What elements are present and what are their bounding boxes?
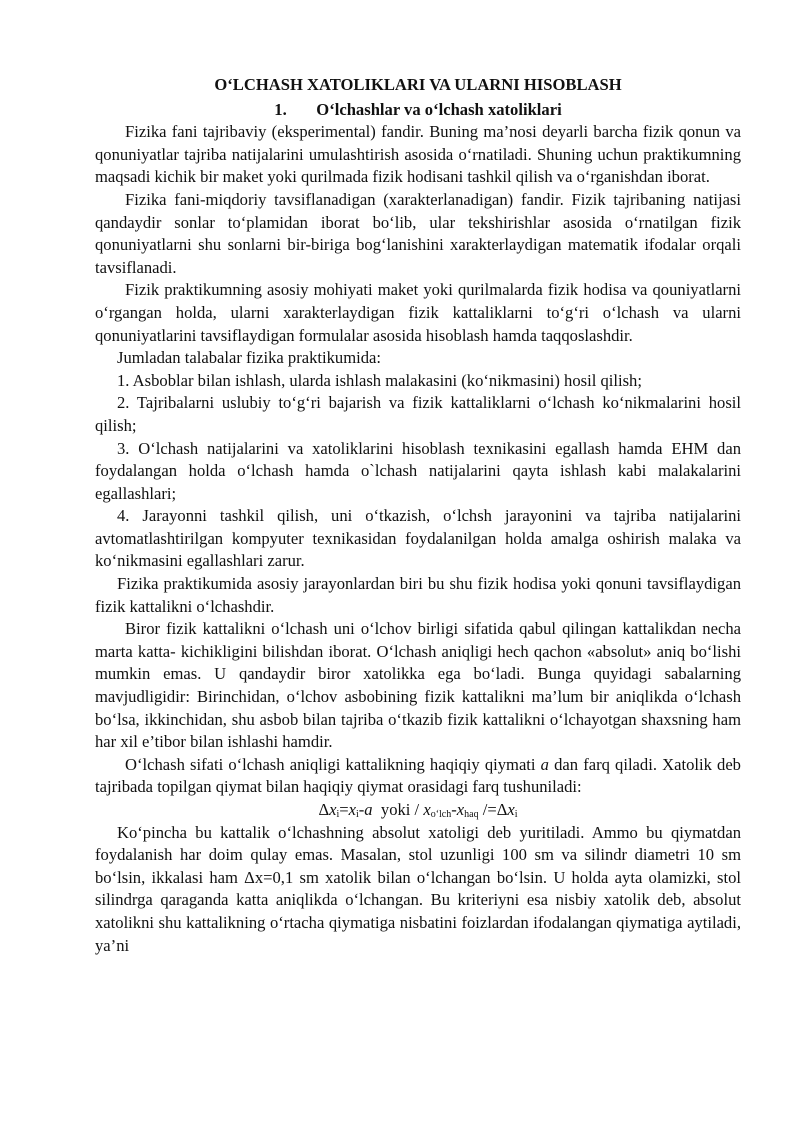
- formula-x: x: [329, 800, 337, 819]
- formula-minus-a: -a: [358, 800, 373, 819]
- paragraph-3: Fizik praktikumning asosiy mohiyati maket yoki qurilmalarda fizik hodisa va qouniyatlarni o‘rgangan holda, ularni xarakterlaydigan fizik kattaliklarni to‘g‘ri o‘lchash va ularni qonuniyatlarini tavsiflaydigan formulalar asosida hisoblash hamda taqqoslashdir.: [95, 280, 741, 345]
- document-page: [95, 70, 741, 957]
- section-number: 1.: [274, 99, 287, 119]
- paragraph-1: Fizika fani tajribaviy (eksperimental) fandir. Buning ma’nosi deyarli barcha fizik qonun va qonuniyatlar tajriba natijalarini umulashtirish asosida o‘rnatiladi. Shuning uchun praktikumning maqsadi kichik bir maket yoki qurilmada fizik hodisani tashkil qilish va o‘rganishdan iborat.: [95, 122, 741, 187]
- formula-sub-i2: i: [356, 809, 359, 820]
- formula-sub-i3: i: [514, 809, 518, 820]
- error-formula: [95, 799, 741, 822]
- paragraph-7-text-b: dan farq qiladi. Xatolik deb tajribada topilgan qiymat bilan haqiqiy qiymat orasidagi farq tushuniladi:: [95, 754, 741, 797]
- paragraph-4: Jumladan talabalar fizika praktikumida:: [117, 348, 382, 368]
- paragraph-5: Fizika praktikumida asosiy jarayonlardan biri bu shu fizik hodisa yoki qonuni tavsiflaydigan fizik kattalikni o‘lchashdir.: [95, 574, 741, 616]
- formula-minus: -: [451, 800, 457, 819]
- paragraph-7-variable: a: [540, 754, 549, 774]
- paragraph-7: [95, 754, 741, 799]
- list-item-3: 3. O‘lchash natijalarini va xatoliklarini hisoblash texnikasini egallash hamda EHM dan foydalangan holda o‘lchash hamda o`lchash natijalarini qayta ishlash kabi malakalarini egallashlari;: [95, 438, 741, 503]
- paragraph-7-text-a: O‘lchash sifati o‘lchash aniqligi kattalikning haqiqiy qiymati: [125, 754, 541, 774]
- paragraph-2: Fizika fani-miqdoriy tavsiflanadigan (xarakterlanadigan) fandir. Fizik tajribaning natijasi qandaydir sonlar to‘plamidan iborat bo‘lib, ular tekshirishlar asosida o‘rnatilgan fizik qonuniyatlarni shu sonlarni bir-biriga bog‘lanishini xarakterlaydigan matematik ifodalar orqali tavsiflanadi.: [95, 189, 741, 277]
- paragraph-8: Ko‘pincha bu kattalik o‘lchashning absolut xatoligi deb yuritiladi. Ammo bu qiymatdan foydalanish har doim qulay emas. Masalan, stol uzunligi 100 sm va silindr diametri 10 sm bo‘lsin, ikkalasi ham Δx=0,1 sm xatolik bilan o‘lchangan bo‘lsin. U holda ayta olamizki, stol silindrga qaraganda katta aniqlikda o‘lchangan. Bu kriteriyni esa nisbiy xatolik deb, absolut xatolikni shu kattalikning o‘rtacha qiymatiga nisbatini foizlardan ifodalangan qiymatiga aytiladi, ya’ni: [95, 822, 741, 955]
- formula-tail: /=Δ: [482, 800, 508, 819]
- formula-x2: x: [348, 800, 356, 819]
- formula-delta: Δ: [318, 800, 330, 819]
- formula-eq: =: [339, 800, 349, 819]
- document-title: O‘LCHASH XATOLIKLARI VA ULARNI HISOBLASH: [214, 75, 622, 94]
- list-item-4: 4. Jarayonni tashkil qilish, uni o‘tkazish, o‘lchsh jarayonini va tajriba natijalarini avtomatlashtirilgan kompyuter texnikasidan foydalanilgan holda amalga oshirish malaka va ko‘nikmasini egallashlari zarur.: [95, 506, 741, 571]
- section-heading-text: O‘lchashlar va o‘lchash xatoliklari: [316, 99, 562, 119]
- formula-sub-i: i: [336, 809, 340, 820]
- section-heading: [95, 99, 741, 122]
- formula-sub-olch: o‘lch: [430, 809, 452, 820]
- formula-x3: x: [423, 800, 431, 819]
- list-item-2: 2. Tajribalarni uslubiy to‘g‘ri bajarish va fizik kattaliklarni o‘lchash ko‘nikmalarini hosil qilish;: [95, 393, 741, 435]
- formula-x4: x: [456, 800, 465, 819]
- paragraph-6: Biror fizik kattalikni o‘lchash uni o‘lchov birligi sifatida qabul qilingan kattalikdan necha marta katta- kichikligini bilishdan iborat. O‘lchash aniqligi hech qachon «absolut» aniq bo‘lishi mumkin emas. U qandaydir biror xatolikka ega bo‘ladi. Bunga quyidagi sabalarning mavjudligidir: Birinchidan, o‘lchov asbobining fizik kattalikni ma’lum bir aniqlikda o‘lchash bo‘lsa, ikkinchidan, shu asbob bilan tajriba o‘tkazib fizik kattalikni o‘lchayotgan shaxsning ham har xil e’tibor bilan ishlashi hamdir.: [95, 619, 741, 752]
- list-item-1: 1. Asboblar bilan ishlash, ularda ishlash malakasini (ko‘nikmasini) hosil qilish;: [117, 370, 642, 390]
- formula-yoki: yoki /: [380, 800, 420, 819]
- formula-x5: x: [507, 800, 515, 819]
- formula-sub-haq: haq: [464, 809, 479, 820]
